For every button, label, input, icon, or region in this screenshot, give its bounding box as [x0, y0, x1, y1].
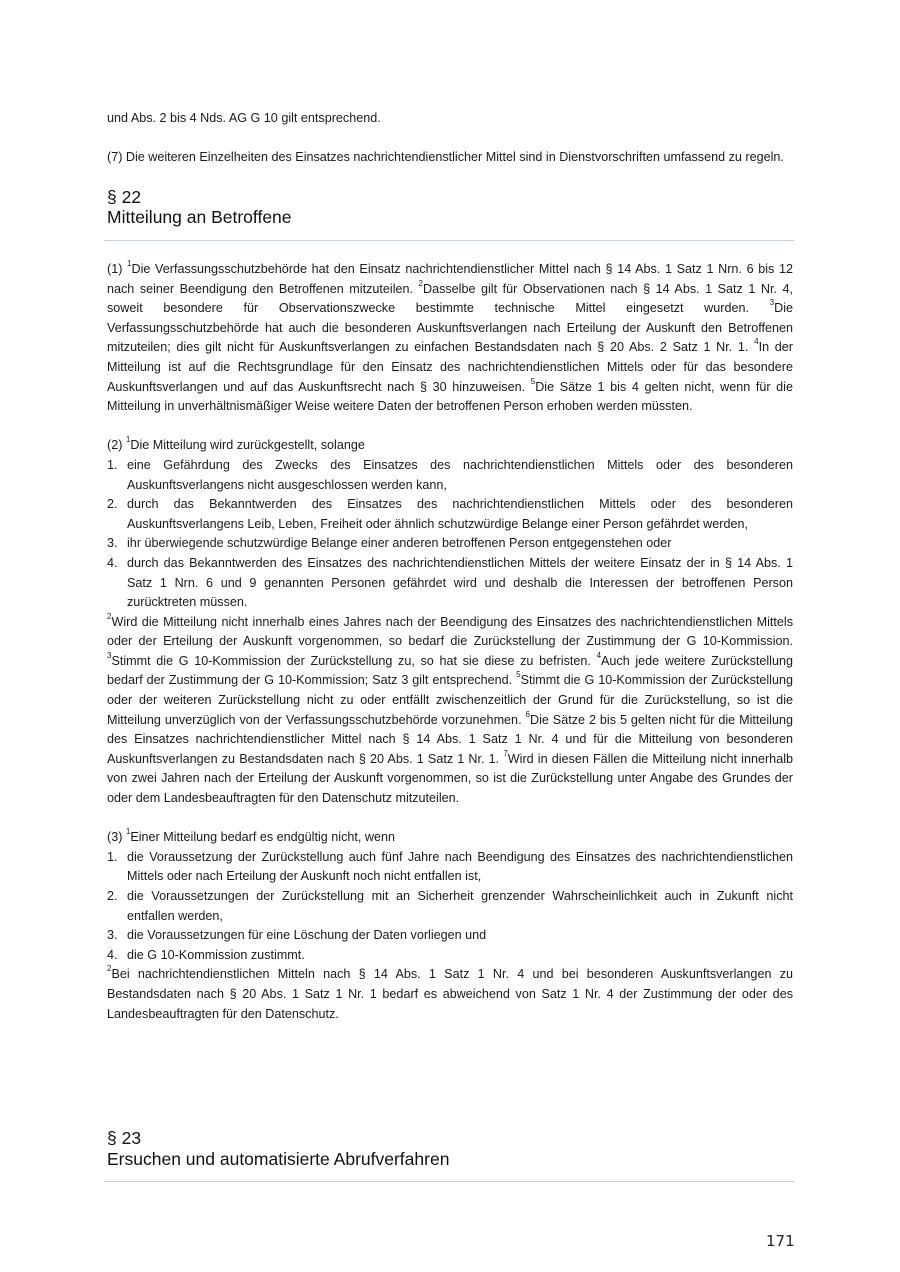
- page-number: 171: [766, 1232, 795, 1250]
- list-item: [107, 554, 793, 613]
- section-divider: [104, 240, 794, 241]
- list-text: die G 10-Kommission zustimmt.: [127, 947, 305, 962]
- sentence-number: 6: [525, 709, 530, 719]
- sentence-number: 2: [418, 278, 423, 288]
- list-item: [107, 926, 793, 946]
- absatz-label: (3): [107, 830, 126, 845]
- section-23-title: Ersuchen und automatisierte Abrufverfahren: [107, 1149, 450, 1169]
- intro-text: Einer Mitteilung bedarf es endgültig nicht, wenn: [130, 830, 395, 845]
- list-item: [107, 534, 793, 554]
- sentence-text: Wird in diesen Fällen die Mitteilung nicht innerhalb von zwei Jahren nach der Erteilung der Auskunft vorgenommen, so ist die Zurückstellung unter Angabe des Grundes der oder dem Landesbeauftragten für den Datenschutz mitzuteilen.: [107, 751, 793, 806]
- absatz-2-list: [107, 456, 793, 613]
- section-divider: [104, 1181, 794, 1182]
- paragraph-7: (7) Die weiteren Einzelheiten des Einsatzes nachrichtendienstlicher Mittel sind in Dienstvorschriften umfassend zu regeln.: [107, 150, 784, 164]
- sentence-text: Bei nachrichtendienstlichen Mitteln nach § 14 Abs. 1 Satz 1 Nr. 4 und bei besonderen Auskunftsverlangen zu Bestandsdaten nach § 20 Abs. 1 Satz 1 Nr. 1 bedarf es abweichend von Satz 1 Nr. 4 der Zustimmung der oder des Landesbeauftragten für den Datenschutz.: [107, 967, 793, 1021]
- list-text: durch das Bekanntwerden des Einsatzes des nachrichtendienstlichen Mittels oder des besonderen Auskunftsverlangens Leib, Leben, Freiheit oder ähnlich schutzwürdige Belange einer Person gefährdet werden,: [127, 497, 793, 531]
- list-text: die Voraussetzungen der Zurückstellung mit an Sicherheit grenzender Wahrscheinlichkeit auch in Zukunft nicht entfallen werden,: [127, 889, 793, 923]
- sentence-text: Wird die Mitteilung nicht innerhalb eines Jahres nach der Beendigung des Einsatzes des nachrichtendienstlichen Mittels oder der Erteilung der Auskunft vorgenommen, so bedarf die Zurückstellung der Zustimmung der G 10-Kommission.: [107, 614, 793, 649]
- absatz-label: (2): [107, 438, 126, 453]
- absatz-label: (1): [107, 262, 128, 276]
- list-item: [107, 495, 793, 534]
- sentence-text: Die Verfassungsschutzbehörde hat auch die besonderen Auskunftsverlangen nach Erteilung der Auskunft den Betroffenen mitzuteilen; dies gilt nicht für Auskunftsverlangen zu einfachen Bestandsdaten nach § 20 Abs. 2 Satz 1 Nr. 1.: [107, 301, 793, 355]
- sentence-number: 1: [125, 435, 131, 445]
- sentence-text: Die Sätze 2 bis 5 gelten nicht für die Mitteilung des Einsatzes nachrichtendienstlicher Mittel nach § 14 Abs. 1 Satz 1 Nr. 4 und für die Mitteilung von besonderen Auskunftsverlangen zu Bestandsdaten nach § 20 Abs. 1 Satz 1 Nr. 1.: [107, 712, 793, 766]
- list-number: 3.: [107, 928, 118, 943]
- absatz-1-sentences: [107, 259, 793, 414]
- list-number: 1.: [107, 457, 118, 472]
- list-text: ihr überwiegende schutzwürdige Belange einer anderen betroffenen Person entgegenstehen oder: [127, 536, 672, 551]
- list-number: 2.: [107, 497, 118, 512]
- sentence-text: Dasselbe gilt für Observationen nach § 14 Abs. 1 Satz 1 Nr. 4, soweit besondere für Observationszwecke bestimmte technische Mittel eingesetzt wurden.: [107, 281, 793, 316]
- absatz-2-sentences: [107, 613, 793, 809]
- sentence-text: Stimmt die G 10-Kommission der Zurückstellung zu, so hat sie diese zu befristen.: [111, 653, 597, 668]
- list-number: 1.: [107, 849, 118, 864]
- section-22-number: § 22: [107, 187, 142, 207]
- sentence-text: Die Sätze 1 bis 4 gelten nicht, wenn für die Mitteilung in unverhältnismäßiger Weise weitere Daten der betroffenen Person erhoben werden müssten.: [107, 379, 793, 414]
- absatz-3-list: [107, 848, 793, 966]
- sentence-number: 7: [503, 748, 508, 758]
- list-text: eine Gefährdung des Zwecks des Einsatzes des nachrichtendienstlichen Mittels oder des besonderen Auskunftsverlangens nicht ausgeschlossen werden kann,: [127, 457, 793, 492]
- sentence-number: 1: [127, 259, 132, 268]
- absatz-3-intro: [107, 828, 793, 848]
- list-item: [107, 946, 793, 966]
- sentence-text: In der Mitteilung ist auf die Rechtsgrundlage für den Einsatz des nachrichtendienstlichen Mittels oder für das besondere Auskunftsverlangen und auf das Auskunftsrecht nach § 30 hinzuweisen.: [107, 340, 793, 394]
- sentence-text: Stimmt die G 10-Kommission der Zurückstellung oder der weiteren Zurückstellung nicht zu oder entfällt zwischenzeitlich der Grund für die Zurückstellung, so ist die Mitteilung unverzüglich von der Verfassungsschutzbehörde vorzunehmen.: [107, 673, 793, 727]
- sentence-number: 4: [754, 337, 759, 347]
- list-number: 4.: [107, 555, 118, 570]
- continuation-line: und Abs. 2 bis 4 Nds. AG G 10 gilt entsprechend.: [107, 111, 381, 125]
- sentence-number: 5: [516, 670, 521, 680]
- section-22-body: [107, 260, 793, 1024]
- sentence-text: Die Verfassungsschutzbehörde hat den Einsatz nachrichtendienstlicher Mittel nach § 14 Abs. 1 Satz 1 Nrn. 6 bis 12 nach seiner Beendigung den Betroffenen mitzuteilen.: [107, 262, 793, 296]
- section-22-title: Mitteilung an Betroffene: [107, 207, 292, 227]
- sentence-text: Auch jede weitere Zurückstellung bedarf der Zustimmung der G 10-Kommission; Satz 3 gilt entsprechend.: [107, 653, 793, 688]
- sentence-number: 4: [596, 650, 602, 660]
- list-number: 2.: [107, 889, 118, 903]
- list-item: [107, 887, 793, 926]
- intro-text: Die Mitteilung wird zurückgestellt, solange: [130, 438, 365, 453]
- sentence-number: 5: [530, 376, 536, 386]
- list-number: 4.: [107, 947, 118, 962]
- sentence-number: 3: [769, 298, 775, 308]
- sentence-number: 3: [107, 650, 112, 660]
- sentence-number: 2: [107, 611, 112, 621]
- list-text: die Voraussetzung der Zurückstellung auch fünf Jahre nach Beendigung des Einsatzes des nachrichtendienstlichen Mittels oder nach Erteilung der Auskunft noch nicht entfallen ist,: [127, 849, 793, 884]
- sentence-number: 2: [107, 964, 112, 974]
- absatz-1: [107, 260, 793, 417]
- list-text: durch das Bekanntwerden des Einsatzes des nachrichtendienstlichen Mittels der weitere Einsatz der in § 14 Abs. 1 Satz 1 Nrn. 6 und 9 genannten Personen gefährdet wird und deshalb die Interessen der betroffenen Person zurücktreten müssen.: [127, 555, 793, 610]
- list-item: [107, 848, 793, 887]
- list-text: die Voraussetzungen für eine Löschung der Daten vorliegen und: [127, 928, 487, 943]
- sentence-number: 1: [125, 827, 131, 837]
- absatz-3-sentences: [107, 965, 793, 1024]
- section-23-number: § 23: [107, 1128, 142, 1148]
- list-number: 3.: [107, 536, 118, 551]
- absatz-2-intro: [107, 436, 793, 456]
- list-item: [107, 456, 793, 495]
